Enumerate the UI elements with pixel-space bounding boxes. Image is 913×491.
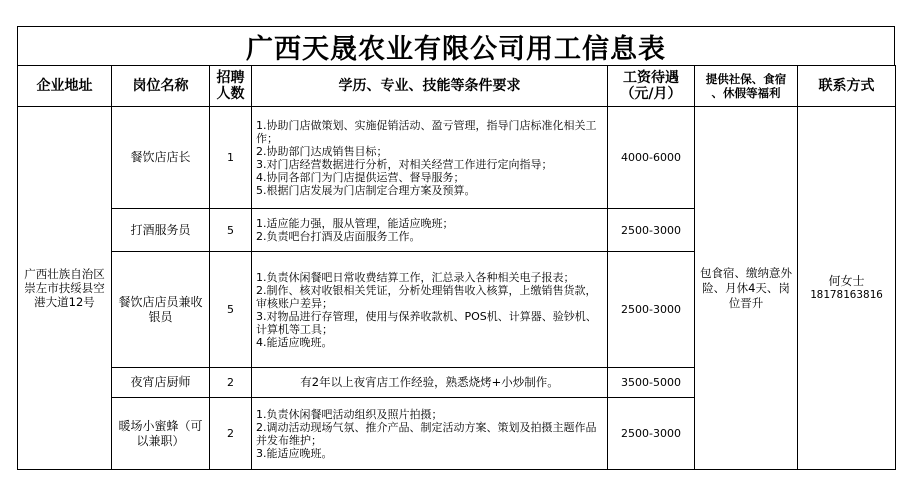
requirement-line: 2.制作、核对收银相关凭证，分析处理销售收入核算，上缴销售货款，审核账户差异；: [256, 283, 597, 310]
requirement-line: 2.调动活动现场气氛、推介产品、制定活动方案、策划及拍摄主题作品并发布维护；: [256, 420, 597, 447]
salary-cell: 2500-3000: [608, 398, 695, 470]
count-cell: 2: [210, 398, 252, 470]
requirement-line: 4.能适应晚班。: [256, 335, 333, 349]
requirement-line: 3.对门店经营数据进行分析，对相关经营工作进行定向指导；: [256, 157, 553, 171]
count-cell: 5: [210, 209, 252, 252]
requirements-cell: [252, 209, 608, 252]
requirements-cell: 有2年以上夜宵店工作经验，熟悉烧烤+小炒制作。: [252, 368, 608, 398]
salary-cell: 2500-3000: [608, 209, 695, 252]
info-sheet: [17, 26, 895, 470]
contact-name: 何女士: [828, 274, 865, 288]
header-address: 企业地址: [18, 66, 112, 107]
header-welfare: [695, 66, 798, 107]
welfare-cell: 包食宿、缴纳意外险、月休4天、岗位晋升: [695, 107, 798, 470]
requirement-line: 1.协助门店做策划、实施促销活动、盈亏管理，指导门店标准化相关工作；: [256, 118, 597, 145]
header-welfare-line2: 、休假等福利: [711, 86, 781, 100]
requirement-line: 4.协同各部门为门店提供运营、督导服务；: [256, 170, 465, 184]
header-salary-line1: 工资待遇: [623, 70, 679, 86]
header-welfare-line1: 提供社保、食宿: [705, 72, 787, 86]
count-cell: 2: [210, 368, 252, 398]
header-contact: 联系方式: [798, 66, 896, 107]
job-table: [17, 65, 896, 470]
requirement-line: 5.根据门店发展为门店制定合理方案及预算。: [256, 183, 476, 197]
requirement-line: 3.能适应晚班。: [256, 446, 333, 460]
table-row: [18, 107, 896, 209]
requirements-cell: [252, 107, 608, 209]
header-count: [210, 66, 252, 107]
contact-phone: 18178163816: [810, 288, 883, 301]
requirement-line: 1.负责休闲餐吧活动组织及照片拍摄；: [256, 407, 443, 421]
count-cell: 1: [210, 107, 252, 209]
requirement-line: 2.协助部门达成销售目标；: [256, 144, 388, 158]
header-count-line1: 招聘: [216, 70, 245, 86]
requirement-line: 1.负责休闲餐吧日常收费结算工作，汇总录入各种相关电子报表；: [256, 270, 575, 284]
count-cell: 5: [210, 252, 252, 368]
header-count-line2: 人数: [216, 86, 245, 102]
requirement-line: 1.适应能力强，服从管理，能适应晚班；: [256, 217, 454, 230]
position-cell: 暖场小蜜蜂（可以兼职）: [112, 398, 210, 470]
position-cell: 餐饮店店长: [112, 107, 210, 209]
contact-cell: [798, 107, 896, 470]
salary-cell: 4000-6000: [608, 107, 695, 209]
header-salary: [608, 66, 695, 107]
salary-cell: 2500-3000: [608, 252, 695, 368]
requirements-cell: [252, 398, 608, 470]
position-cell: 打酒服务员: [112, 209, 210, 252]
requirements-cell: [252, 252, 608, 368]
salary-cell: 3500-5000: [608, 368, 695, 398]
requirement-line: 2.负责吧台打酒及店面服务工作。: [256, 230, 421, 243]
header-row: [18, 66, 896, 107]
address-cell: 广西壮族自治区崇左市扶绥县空港大道12号: [18, 107, 112, 470]
header-salary-line2: （元/月）: [620, 86, 682, 102]
header-requirements: 学历、专业、技能等条件要求: [252, 66, 608, 107]
requirement-line: 3.对物品进行存管理，使用与保养收款机、POS机、计算器、验钞机、计算机等工具；: [256, 309, 597, 336]
position-cell: 夜宵店厨师: [112, 368, 210, 398]
position-cell: 餐饮店店员兼收银员: [112, 252, 210, 368]
header-position: 岗位名称: [112, 66, 210, 107]
sheet-title: 广西天晟农业有限公司用工信息表: [17, 26, 895, 65]
